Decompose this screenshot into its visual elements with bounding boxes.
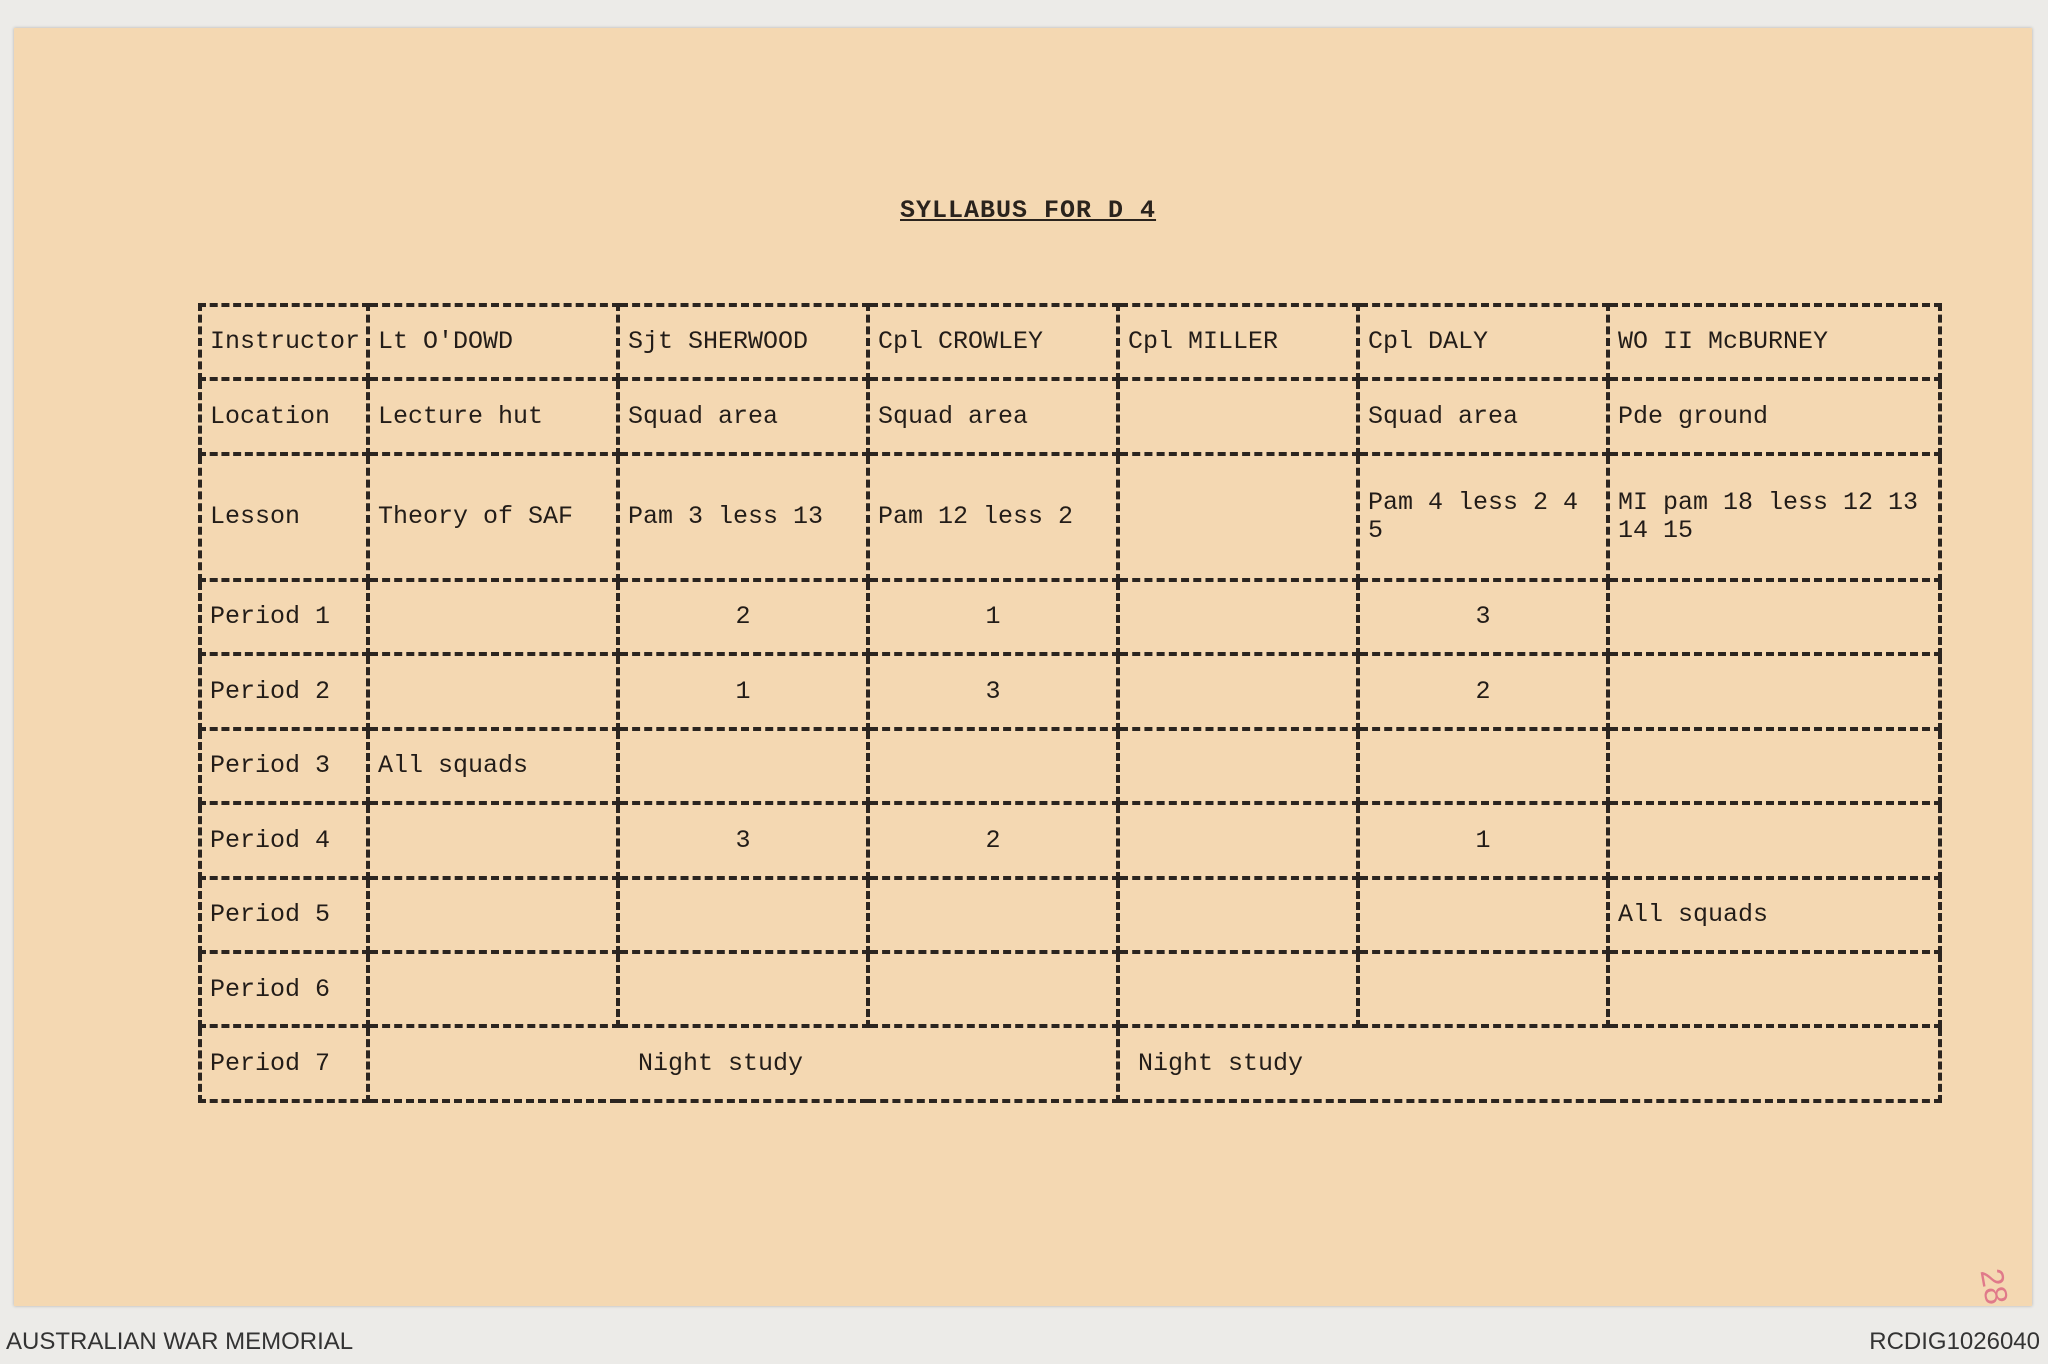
lesson-row (200, 454, 1940, 580)
lesson-cell: Theory of SAF (368, 454, 618, 580)
period-cell (868, 878, 1118, 952)
period-cell (368, 580, 618, 654)
period-cell (368, 803, 618, 877)
night-study-text: Night study (638, 1048, 804, 1078)
period-cell (1608, 580, 1940, 654)
location-cell: Pde ground (1608, 379, 1940, 453)
period-row (200, 654, 1940, 728)
night-study-text: Night study (1138, 1048, 1304, 1078)
period-cell (618, 729, 868, 803)
period-label: Period 5 (200, 878, 368, 952)
period-cell (618, 952, 868, 1026)
footer-left: AUSTRALIAN WAR MEMORIAL (6, 1328, 354, 1355)
period-label: Period 6 (200, 952, 368, 1026)
period-cell (1608, 654, 1940, 728)
location-cell: Squad area (618, 379, 868, 453)
period-cell (868, 729, 1118, 803)
period-cell: 1 (1358, 803, 1608, 877)
location-cell: Squad area (1358, 379, 1608, 453)
instructor-row (200, 305, 1940, 379)
period-cell: All squads (368, 729, 618, 803)
period-cell: 3 (868, 654, 1118, 728)
instructor-name: Cpl DALY (1358, 305, 1608, 379)
period-cell (368, 878, 618, 952)
footer-right: RCDIG1026040 (1869, 1328, 2040, 1355)
period-cell: 1 (868, 580, 1118, 654)
location-cell (1118, 379, 1358, 453)
period-cell (1118, 803, 1358, 877)
period-label: Period 7 (200, 1026, 368, 1101)
period-cell (1608, 803, 1940, 877)
period-cell (1358, 952, 1608, 1026)
night-study-note (368, 1026, 1118, 1101)
period-cell (1608, 952, 1940, 1026)
period-cell (1358, 729, 1608, 803)
instructor-name: WO II McBURNEY (1608, 305, 1940, 379)
location-cell: Lecture hut (368, 379, 618, 453)
period-row (200, 729, 1940, 803)
folio-number: 28 (1973, 1265, 2016, 1308)
period-cell: 2 (868, 803, 1118, 877)
period-cell (1358, 878, 1608, 952)
document-title: SYLLABUS FOR D 4 (900, 196, 1157, 225)
instructor-name: Lt O'DOWD (368, 305, 618, 379)
syllabus-table (198, 303, 1942, 1103)
period-cell: 2 (1358, 654, 1608, 728)
lesson-cell: Pam 12 less 2 (868, 454, 1118, 580)
document-page (14, 28, 2032, 1306)
period-cell (1118, 952, 1358, 1026)
period-row (200, 803, 1940, 877)
location-row (200, 379, 1940, 453)
period-cell: All squads (1608, 878, 1940, 952)
lesson-cell: MI pam 18 less 12 13 14 15 (1608, 454, 1940, 580)
period-cell (1118, 878, 1358, 952)
lesson-cell (1118, 454, 1358, 580)
location-cell: Squad area (868, 379, 1118, 453)
instructor-name: Cpl MILLER (1118, 305, 1358, 379)
period-label: Period 1 (200, 580, 368, 654)
instructor-name: Sjt SHERWOOD (618, 305, 868, 379)
period-cell: 3 (1358, 580, 1608, 654)
instructor-name: Cpl CROWLEY (868, 305, 1118, 379)
period-cell (1118, 580, 1358, 654)
period-cell (1608, 729, 1940, 803)
period-cell (368, 952, 618, 1026)
period-cell: 3 (618, 803, 868, 877)
period-row (200, 952, 1940, 1026)
period-cell (868, 952, 1118, 1026)
location-label: Location (200, 379, 368, 453)
period-label: Period 2 (200, 654, 368, 728)
night-study-note (1118, 1026, 1940, 1101)
period-7-row (200, 1026, 1940, 1101)
lesson-cell: Pam 4 less 2 4 5 (1358, 454, 1608, 580)
period-cell: 1 (618, 654, 868, 728)
period-label: Period 4 (200, 803, 368, 877)
period-label: Period 3 (200, 729, 368, 803)
period-row (200, 878, 1940, 952)
period-row (200, 580, 1940, 654)
period-cell (1118, 654, 1358, 728)
period-cell: 2 (618, 580, 868, 654)
lesson-cell: Pam 3 less 13 (618, 454, 868, 580)
period-cell (368, 654, 618, 728)
period-cell (618, 878, 868, 952)
lesson-label: Lesson (200, 454, 368, 580)
instructor-label: Instructor (200, 305, 368, 379)
period-cell (1118, 729, 1358, 803)
